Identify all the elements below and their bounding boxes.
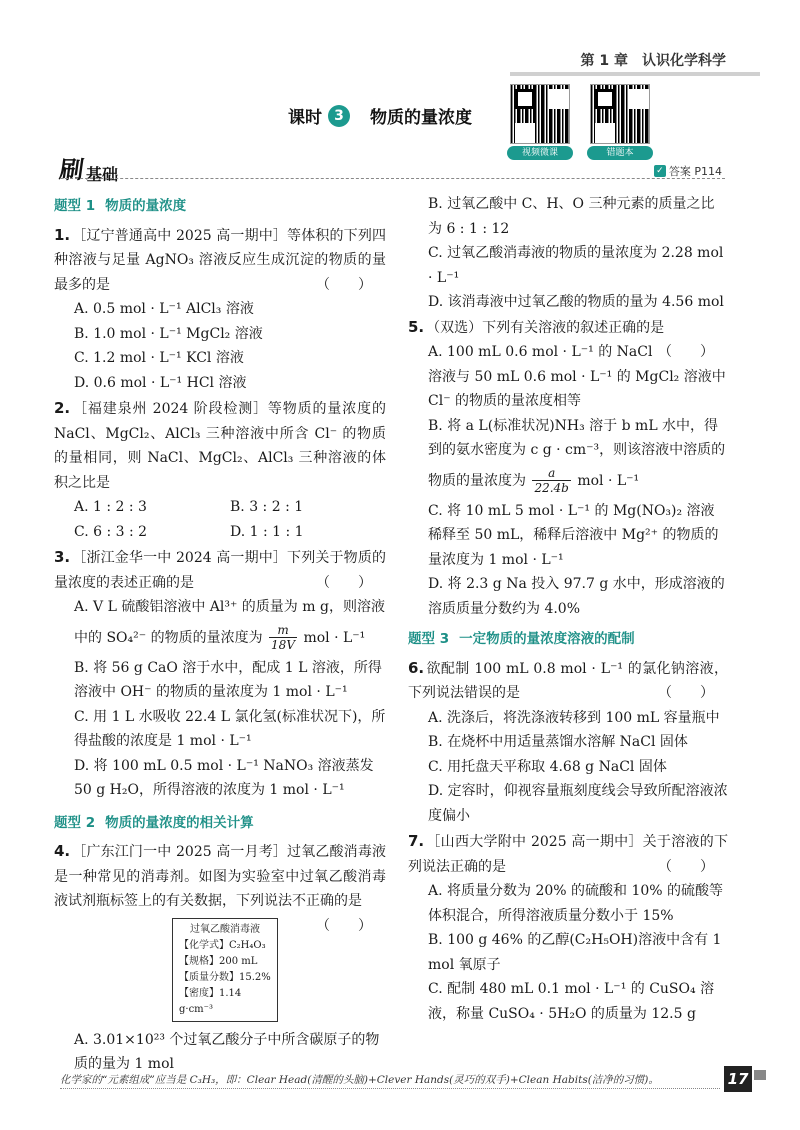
type-label: 题型 2 [54,814,96,831]
footer-divider [60,1088,720,1089]
question-4 [54,839,386,1077]
page-number-decoration [754,1070,766,1080]
question-stem: 欲配制 100 mL 0.8 mol · L⁻¹ 的氯化钠溶液，下列说法错误的是 [408,660,728,701]
reagent-label-line: 【质量分数】15.2% [179,971,271,983]
option: A. 洗涤后，将洗涤液转移到 100 mL 容量瓶中 [428,709,720,726]
answer-blank: （ ） [316,276,372,293]
question-3 [54,545,386,803]
chapter-title: 第 1 章 认识化学科学 [580,53,726,69]
answer-reference-text: 答案 P114 [668,165,722,178]
option: D. 将 100 mL 0.5 mol · L⁻¹ NaNO₃ 溶液蒸发 50 g H₂O，所得溶液的浓度为 1 mol · L⁻¹ [74,757,374,798]
option: D. 该消毒液中过氧乙酸的物质的量为 4.56 mol [428,294,724,310]
option-text: 中的 SO₄²⁻ 的物质的量浓度为 [74,629,263,646]
answer-blank: （ ） [658,344,714,360]
answer-reference [654,163,722,179]
lesson-number-badge: 3 [328,105,350,127]
footer-motto: 化学家的“元素组成”应当是 C₃H₃，即：Clear Head(清醒的头脑)+Clever Hands(灵巧的双手)+Clean Habits(洁净的习惯)。 [60,1074,659,1086]
fraction-numerator: a [532,466,570,481]
unit: mol · L⁻¹ [577,472,640,489]
question-stem: ［山西大学附中 2025 高一期中］关于溶液的下列说法正确的是 [408,834,728,875]
option: B. 在烧杯中用适量蒸馏水溶解 NaCl 固体 [428,734,688,750]
type-title: 物质的量浓度 [105,198,187,214]
question-2 [54,396,386,544]
question-number: 5. [408,317,425,336]
question-stem: ［广东江门一中 2025 高一月考］过氧乙酸消毒液是一种常见的消毒剂。如图为实验室中过氧乙酸消毒液试剂瓶标签上的有关数据，下列说法不正确的是 [54,844,386,909]
fraction-numerator: m [269,623,297,638]
type-title: 一定物质的量浓度溶液的配制 [459,631,635,647]
option: B. 将 56 g CaO 溶于水中，配成 1 L 溶液，所得溶液中 OH⁻ 的物质的量浓度为 1 mol · L⁻¹ [74,659,382,700]
question-5 [408,315,728,622]
answer-blank: （ ） [316,917,372,934]
reagent-label-title: 过氧乙酸消毒液 [190,923,260,935]
option: C. 用 1 L 水吸收 22.4 L 氯化氢(标准状况下)，所得盐酸的浓度是 1 mol · L⁻¹ [74,708,386,749]
option: B. 100 g 46% 的乙醇(C₂H₅OH)溶液中含有 1 mol 氧原子 [428,932,722,973]
question-number: 6. [408,658,425,677]
question-number: 7. [408,832,425,850]
question-6 [408,656,728,829]
fraction [269,623,297,652]
option: D. 0.6 mol · L⁻¹ HCl 溶液 [74,374,247,391]
question-number: 1. [54,225,71,244]
question-7 [408,829,728,1026]
reagent-label [172,918,278,1022]
lesson-name: 物质的量浓度 [370,108,472,128]
page-number: 17 [724,1066,752,1092]
option: B. 过氧乙酸中 C、H、O 三种元素的质量之比为 6 : 1 : 12 [428,196,715,237]
question-number: 3. [54,548,71,566]
option: C. 过氧乙酸消毒液的物质的量浓度为 2.28 mol · L⁻¹ [428,245,724,286]
reagent-label-line: 【规格】200 mL [179,955,258,967]
option: A. 0.5 mol · L⁻¹ AlCl₃ 溶液 [74,301,254,317]
option-with-fraction [428,463,728,499]
header-rule [510,72,760,76]
reagent-label-line: 【化学式】C₂H₄O₃ [179,939,266,951]
option: A. V L 硫酸铝溶液中 Al³⁺ 的质量为 m g，则溶液 [74,599,385,615]
answer-blank: （ ） [316,574,372,591]
lesson-prefix: 课时 [288,108,322,128]
option: A. 3.01×10²³ 个过氧乙酸分子中所含碳原子的物质的量为 1 mol [74,1031,380,1072]
section-brand-big: 刷 [57,156,86,184]
check-icon: ✓ [654,165,666,177]
question-stem: （双选）下列有关溶液的叙述正确的是 [426,319,665,336]
option: C. 1.2 mol · L⁻¹ KCl 溶液 [74,350,244,366]
option: B. 3 : 2 : 1 [230,499,304,515]
option-with-fraction [74,620,386,656]
qr-label-mistakes[interactable]: 错题本 [587,146,653,160]
type-heading-2 [54,811,386,836]
right-column [408,192,728,1027]
option: C. 将 10 mL 5 mol · L⁻¹ 的 Mg(NO₃)₂ 溶液稀释至 50 mL，稀释后溶液中 Mg²⁺ 的物质的量浓度为 1 mol · L⁻¹ [428,502,719,568]
type-heading-1 [54,194,386,219]
question-stem: ［福建泉州 2024 阶段检测］等物质的量浓度的 NaCl、MgCl₂、AlCl₃ 三种溶液中所含 Cl⁻ 的物质的量相同，则 NaCl、MgCl₂、AlCl₃ 三种溶液的体积之比是 [54,401,386,491]
fraction-denominator: 22.4b [534,481,569,495]
option: B. 将 a L(标准状况)NH₃ 溶于 b mL 水中，得到的氨水密度为 c g · cm⁻³，则该溶液中溶质的 [428,417,726,458]
option: A. 1 : 2 : 3 [74,499,147,515]
reagent-label-line: 【密度】1.14 g·cm⁻³ [179,987,242,1015]
section-brand-small: 基础 [86,165,119,184]
fraction [532,466,570,495]
type-label: 题型 1 [54,198,96,214]
option: A. 100 mL 0.6 mol · L⁻¹ 的 NaCl 溶液与 50 mL 0.6 mol · L⁻¹ 的 MgCl₂ 溶液中 Cl⁻ 的物质的量浓度相等 [428,344,726,409]
question-1 [54,223,386,396]
option: A. 将质量分数为 20% 的硫酸和 10% 的硫酸等体积混合，所得溶液质量分数小于 15% [428,883,724,924]
fraction-denominator: 18V [271,638,295,652]
option: B. 1.0 mol · L⁻¹ MgCl₂ 溶液 [74,325,263,342]
type-heading-3 [408,627,728,652]
type-title: 物质的量浓度的相关计算 [105,814,254,831]
qr-code-icon[interactable] [590,84,650,144]
qr-code-icon[interactable] [510,84,570,144]
question-stem: ［浙江金华一中 2024 高一期中］下列关于物质的量浓度的表述正确的是 [54,550,386,591]
option: D. 定容时，仰视容量瓶刻度线会导致所配溶液浓度偏小 [428,783,728,824]
section-brand [57,150,119,185]
lesson-title [288,103,472,128]
unit: mol · L⁻¹ [303,629,366,646]
option: C. 6 : 3 : 2 [74,523,148,540]
qr-label-video[interactable]: 视频微课 [507,146,573,160]
question-number: 2. [54,399,71,417]
option: C. 配制 480 mL 0.1 mol · L⁻¹ 的 CuSO₄ 溶液，称量 CuSO₄ · 5H₂O 的质量为 12.5 g [428,981,715,1022]
left-column [54,192,386,1078]
answer-blank: （ ） [658,858,714,875]
option-text: 物质的量浓度为 [428,472,526,489]
option: D. 将 2.3 g Na 投入 97.7 g 水中，形成溶液的溶质质量分数约为 4.0% [428,576,725,617]
section-divider [60,178,725,179]
option: C. 用托盘天平称取 4.68 g NaCl 固体 [428,758,667,775]
option: D. 1 : 1 : 1 [230,523,304,540]
type-label: 题型 3 [408,631,450,647]
question-number: 4. [54,842,71,860]
answer-blank: （ ） [658,685,714,701]
question-stem: ［辽宁普通高中 2025 高一期中］等体积的下列四种溶液与足量 AgNO₃ 溶液反应生成沉淀的物质的量最多的是 [54,227,386,293]
